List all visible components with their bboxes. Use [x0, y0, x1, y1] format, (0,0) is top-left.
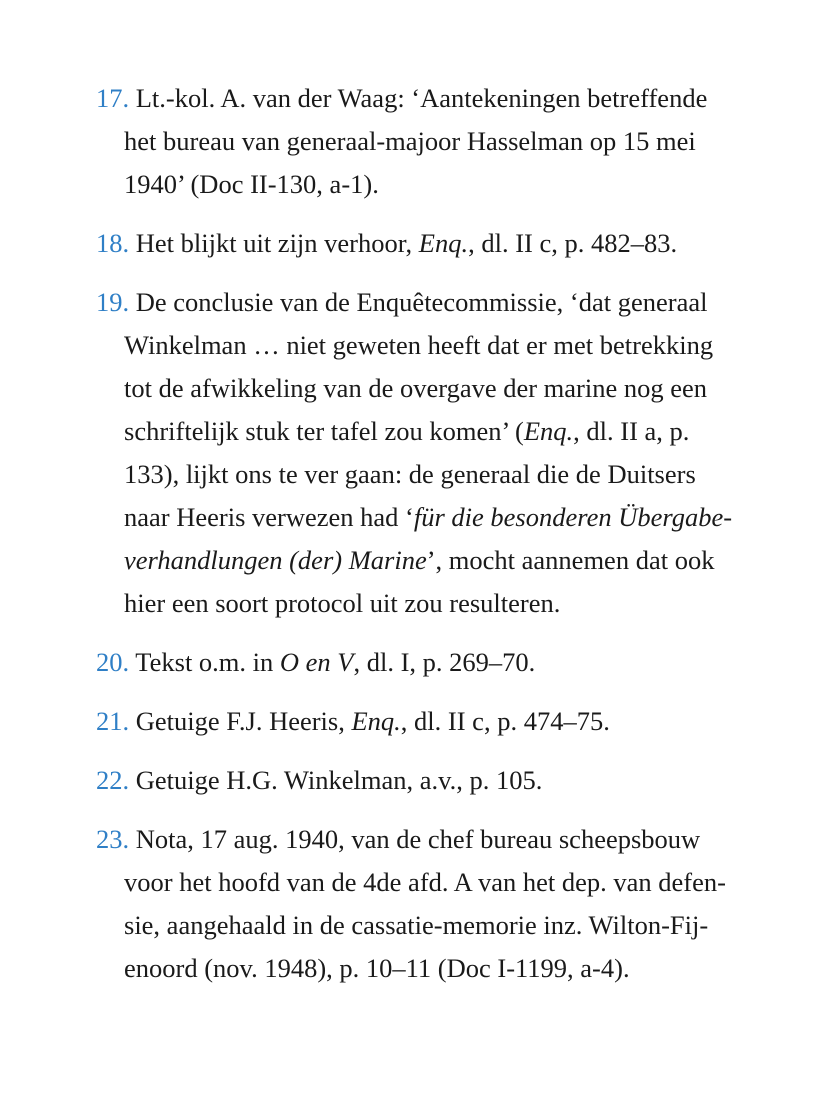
footnote-text: Tekst o.m. in: [135, 647, 280, 677]
footnote-text: , dl. II c, p. 482–83.: [468, 228, 678, 258]
footnote-text: , dl. II c, p. 474–75.: [400, 706, 610, 736]
footnote-italic-text: Enq.: [523, 416, 574, 446]
footnote-number: 18.: [96, 228, 130, 258]
footnote-number: 21.: [96, 706, 130, 736]
footnote-italic-text: für die besonderen Übergabeverhandlungen (der) Marine: [124, 502, 733, 575]
footnote-23: [96, 818, 746, 990]
footnote-text: Het blijkt uit zijn verhoor,: [135, 228, 419, 258]
footnote-italic-text: Enq.: [418, 228, 469, 258]
footnote-19: [96, 281, 746, 625]
footnote-20: [96, 641, 746, 684]
footnote-text: De conclusie van de Enquêtecommissie, ‘dat generaal Winkelman … niet geweten heeft dat er met betrekking tot de afwikkeling van de overgave der marine nog een schriftelijk stuk ter tafel zou komen’ (: [124, 287, 714, 446]
footnote-text: ’, mocht aannemen dat ook hier een soort protocol uit zou resulteren.: [124, 545, 715, 618]
footnote-text: Lt.-kol. A. van der Waag: ‘Aantekeningen betreffende het bureau van generaal-majoor Hasselman op 15 mei 1940’ (Doc II-130, a-1).: [124, 83, 708, 199]
footnote-17: [96, 77, 746, 206]
footnote-text: , dl. II a, p. 133), lijkt ons te ver gaan: de generaal die de Duitsers naar Heeris verwezen had ‘: [124, 416, 696, 532]
footnote-text: Getuige F.J. Heeris,: [135, 706, 352, 736]
footnote-text: Getuige H.G. Winkelman, a.v., p. 105.: [135, 765, 543, 795]
footnote-number: 20.: [96, 647, 130, 677]
footnote-text: Nota, 17 aug. 1940, van de chef bureau scheepsbouw voor het hoofd van de 4de afd. A van het dep. van defensie, aangehaald in de cassatie-memorie inz. Wilton-Fijenoord (nov. 1948), p. 10–11 (Doc I-1199, a-4).: [124, 824, 726, 983]
footnote-number: 19.: [96, 287, 130, 317]
footnote-text: , dl. I, p. 269–70.: [353, 647, 536, 677]
footnote-22: [96, 759, 746, 802]
footnote-number: 23.: [96, 824, 130, 854]
footnote-18: [96, 222, 746, 265]
footnote-21: [96, 700, 746, 743]
footnote-italic-text: O en V: [279, 647, 354, 677]
footnote-number: 22.: [96, 765, 130, 795]
footnote-italic-text: Enq.: [351, 706, 401, 736]
footnote-number: 17.: [96, 83, 130, 113]
